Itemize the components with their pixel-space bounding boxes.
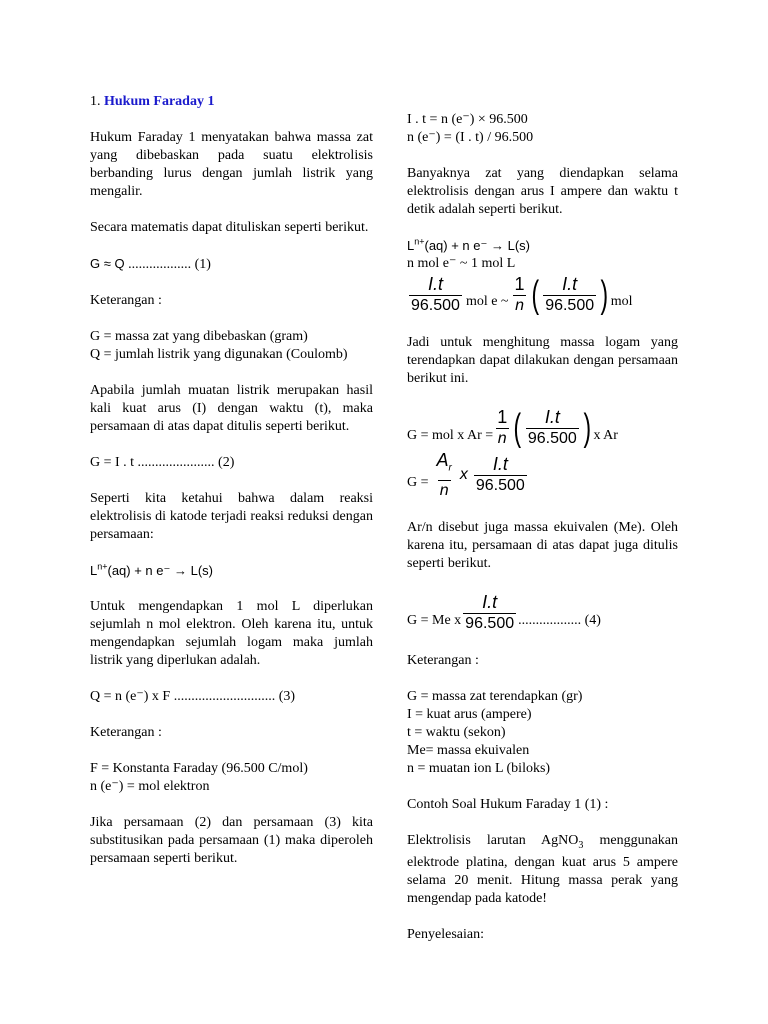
reaction-species: L [90, 563, 98, 578]
soal-paragraph [407, 832, 678, 909]
fraction-numerator: I.t [427, 274, 443, 294]
definition-me: Me= massa ekuivalen [407, 742, 530, 758]
reaction-charge: n+ [414, 236, 425, 247]
fraction-denominator: n [515, 297, 524, 314]
contoh-soal-heading: Contoh Soal Hukum Faraday 1 (1) : [407, 796, 609, 812]
fraction-numerator: 1 [514, 274, 525, 294]
mol-text: mol [610, 293, 633, 309]
fraction-numerator: I.t [492, 454, 508, 475]
reaction-charge: n+ [97, 561, 108, 572]
g-ar-formula [407, 449, 678, 501]
keterangan-label: Keterangan : [407, 652, 479, 668]
fraction-denominator: n [497, 430, 507, 447]
paragraph: Jika persamaan (2) dan persamaan (3) kita substitusikan pada persamaan (1) maka diperoleh persamaan seperti berikut. [90, 815, 373, 866]
ar-subscript: r [448, 462, 452, 474]
times-x: x [459, 465, 468, 483]
reaction-rest: (aq) + n e⁻ → L(s) [424, 238, 530, 253]
left-column [90, 93, 373, 868]
heading-title: Hukum Faraday 1 [104, 94, 215, 109]
section-heading [90, 93, 373, 111]
fraction-it-over-96500 [526, 406, 579, 449]
equation-2: G = I . t ...................... (2) [90, 455, 235, 470]
x-ar-text: x Ar [593, 427, 618, 443]
g-eq-text: G = [407, 474, 429, 490]
fraction-numerator: I.t [544, 407, 560, 427]
ar-letter: A [436, 450, 449, 470]
fraction-denominator: 96.500 [475, 477, 525, 495]
fraction-it-over-96500 [409, 273, 462, 316]
definition-f: F = Konstanta Faraday (96.500 C/mol) [90, 761, 308, 776]
reaction-rest: (aq) + n e⁻ → L(s) [107, 563, 213, 578]
right-column [407, 111, 678, 944]
fraction-denominator: 96.500 [527, 430, 577, 447]
definition-q: Q = jumlah listrik yang digunakan (Coulomb) [90, 347, 348, 362]
fraction-denominator: n [439, 481, 449, 499]
left-paren: ( [513, 406, 522, 449]
fraction-it-over-96500 [543, 273, 596, 316]
fraction-denominator: 96.500 [545, 297, 595, 314]
mol-e-text: mol e ~ [465, 293, 509, 309]
paragraph: Apabila jumlah muatan listrik merupakan hasil kali kuat arus (I) dengan waktu (t), maka persamaan di atas dapat ditulis seperti berikut. [90, 383, 373, 434]
definition-t: t = waktu (sekon) [407, 724, 506, 740]
paragraph: Ar/n disebut juga massa ekuivalen (Me). Oleh karena itu, persamaan di atas dapat juga ditulis seperti berikut. [407, 519, 678, 571]
paragraph: Jadi untuk menghitung massa logam yang terendapkan dapat dilakukan dengan persamaan berikut ini. [407, 335, 678, 386]
fraction-numerator: 1 [497, 407, 508, 427]
g-mol-formula [407, 406, 678, 449]
heading-number: 1. [90, 94, 101, 109]
fraction-1-over-n [513, 273, 527, 316]
left-paren: ( [531, 273, 539, 316]
reaction-species: L [407, 238, 415, 253]
fraction-it-over-96500 [463, 591, 516, 634]
fraction-numerator: I.t [562, 274, 578, 294]
eq4-dots: .................. (4) [518, 613, 601, 629]
equation-4 [407, 591, 678, 634]
fraction-denominator: 96.500 [465, 614, 515, 632]
eq1-lhs: G ≈ Q [90, 256, 125, 271]
fraction-ar-over-n [435, 449, 454, 501]
fraction-it-over-96500 [474, 453, 527, 496]
equation-3: Q = n (e⁻) x F ............................. (3) [90, 689, 296, 704]
penyelesaian-label: Penyelesaian: [407, 927, 484, 943]
right-paren: ) [583, 406, 591, 449]
reduction-reaction [407, 237, 678, 255]
paragraph: Hukum Faraday 1 menyatakan bahwa massa zat yang dibebaskan pada suatu elektrolisis berbanding lurus dengan jumlah listrik yang mengalir. [90, 130, 373, 199]
definition-g: G = massa zat terendapkan (gr) [407, 688, 583, 704]
reduction-reaction [90, 562, 373, 580]
mol-formula [407, 273, 678, 316]
soal-text-start: Elektrolisis larutan AgNO [407, 832, 579, 848]
paragraph: Seperti kita ketahui bahwa dalam reaksi elektrolisis di katode terjadi reaksi reduksi dengan persamaan: [90, 491, 373, 542]
equation-1 [90, 255, 373, 274]
definition-n: n (e⁻) = mol elektron [90, 779, 210, 794]
definition-n: n = muatan ion L (biloks) [407, 760, 551, 776]
eq1-rhs: .................. (1) [128, 257, 211, 272]
mol-relation: n mol e⁻ ~ 1 mol L [407, 256, 516, 271]
fraction-denominator: 96.500 [411, 297, 460, 314]
keterangan-label: Keterangan : [90, 293, 162, 308]
soal-text-end: menggunakan elektrode platina, dengan kuat arus 5 ampere selama 20 menit. Hitung massa perak yang mengendap pada katode! [407, 832, 679, 907]
paragraph: Secara matematis dapat dituliskan seperti berikut. [90, 220, 369, 235]
soal-subscript: 3 [578, 839, 584, 851]
fraction-numerator: I.t [482, 591, 498, 612]
definition-i: I = kuat arus (ampere) [407, 706, 532, 722]
equation-line: n (e⁻) = (I . t) / 96.500 [407, 130, 534, 145]
fraction-numerator [435, 449, 454, 480]
fraction-1-over-n [495, 406, 509, 449]
definition-g: G = massa zat yang dibebaskan (gram) [90, 329, 308, 344]
right-paren: ) [600, 273, 609, 316]
paragraph: Untuk mengendapkan 1 mol L diperlukan sejumlah n mol elektron. Oleh karena itu, untuk mengendapkan sejumlah logam maka jumlah listrik yang diperlukan adalah. [90, 599, 373, 668]
keterangan-label: Keterangan : [90, 725, 162, 740]
equation-line: I . t = n (e⁻) × 96.500 [407, 112, 528, 127]
g-mol-text: G = mol x Ar = [407, 427, 494, 443]
paragraph: Banyaknya zat yang diendapkan selama elektrolisis dengan arus I ampere dan waktu t detik adalah seperti berikut. [407, 166, 678, 217]
g-me-text: G = Me x [407, 613, 462, 629]
